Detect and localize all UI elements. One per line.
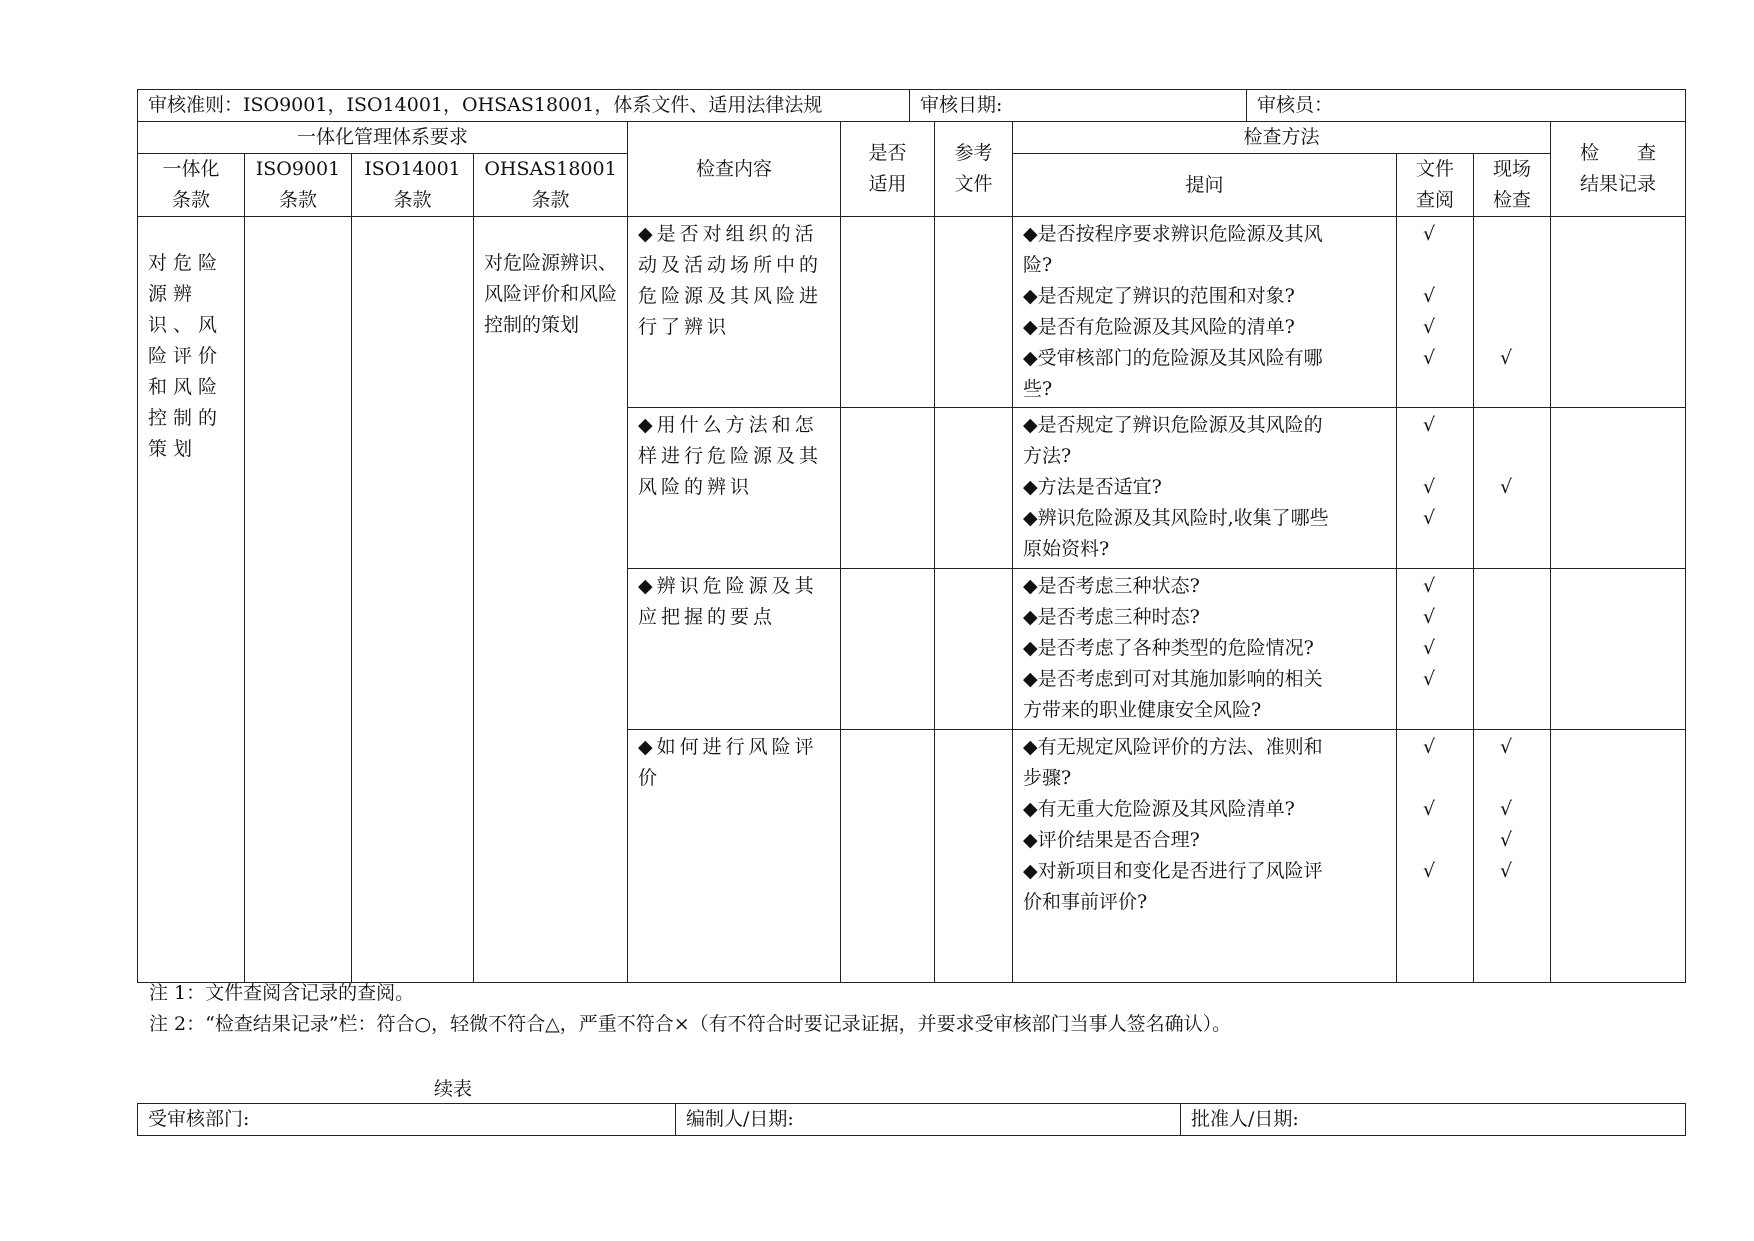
- check-mark: [1474, 410, 1550, 441]
- check-content-cell: ◆辨识危险源及其应把握的要点: [628, 569, 841, 730]
- check-mark: √: [1499, 736, 1513, 758]
- reference-cell[interactable]: [935, 730, 1013, 983]
- result-record-cell[interactable]: [1551, 217, 1686, 408]
- check-mark: √: [1422, 316, 1436, 338]
- check-mark: [1397, 825, 1473, 856]
- check-content-header: 检查内容: [628, 122, 841, 217]
- doc-review-cell[interactable]: [1397, 408, 1474, 569]
- notes: [149, 978, 1231, 1040]
- integrated-clause-header: [138, 154, 245, 217]
- question-line: ◆评价结果是否合理?: [1023, 829, 1200, 851]
- question-cell: [1013, 217, 1397, 408]
- iso9001-clause-header: [245, 154, 352, 217]
- iso14001-clause-line2: 条款: [393, 189, 432, 211]
- question-line: ◆是否考虑三种状态?: [1023, 575, 1200, 597]
- note-1: 注 1：文件查阅含记录的查阅。: [149, 982, 415, 1004]
- doc-review-cell[interactable]: [1397, 730, 1474, 983]
- site-check-header: [1474, 154, 1551, 217]
- check-mark: √: [1499, 829, 1513, 851]
- question-line: ◆是否有危险源及其风险的清单?: [1023, 316, 1295, 338]
- ohsas-clause-line2: 条款: [531, 189, 570, 211]
- check-mark: [1474, 281, 1550, 312]
- result-record-header-line1: 检 查: [1580, 142, 1657, 164]
- applicable-cell[interactable]: [841, 569, 935, 730]
- check-content-cell: ◆是否对组织的活动及活动场所中的危险源及其风险进行了辨识: [628, 217, 841, 408]
- iso14001-clause-header: [352, 154, 474, 217]
- doc-review-header: [1397, 154, 1474, 217]
- site-check-cell[interactable]: [1474, 217, 1551, 408]
- integrated-clause-line1: 一体化: [162, 158, 220, 180]
- iso14001-clause-cell[interactable]: [352, 217, 474, 983]
- question-line: ◆是否规定了辨识危险源及其风险的: [1023, 414, 1323, 436]
- check-mark: √: [1422, 668, 1436, 690]
- check-method-header: 检查方法: [1013, 122, 1551, 154]
- approved-by-field[interactable]: 批准人/日期:: [1181, 1104, 1686, 1136]
- check-mark: [1474, 503, 1550, 534]
- audit-criteria: 审核准则：ISO9001，ISO14001，OHSAS18001，体系文件、适用法律法规: [138, 90, 910, 122]
- integrated-clause-line2: 条款: [171, 189, 210, 211]
- audit-checklist: [137, 89, 1685, 983]
- doc-review-cell[interactable]: [1397, 217, 1474, 408]
- question-header: 提问: [1013, 154, 1397, 217]
- iso9001-clause-cell[interactable]: [245, 217, 352, 983]
- question-line: ◆方法是否适宜?: [1023, 476, 1162, 498]
- iso9001-clause-line2: 条款: [278, 189, 317, 211]
- check-mark: √: [1422, 606, 1436, 628]
- question-line: ◆有无规定风险评价的方法、准则和: [1023, 736, 1323, 758]
- check-mark: √: [1422, 637, 1436, 659]
- check-mark: √: [1499, 860, 1513, 882]
- check-mark: √: [1422, 860, 1436, 882]
- reference-cell[interactable]: [935, 217, 1013, 408]
- doc-review-cell[interactable]: [1397, 569, 1474, 730]
- applicable-cell[interactable]: [841, 408, 935, 569]
- check-content-cell: ◆如何进行风险评价: [628, 730, 841, 983]
- question-line: 步骤?: [1023, 767, 1072, 789]
- reference-cell[interactable]: [935, 408, 1013, 569]
- result-record-header-line2: 结果记录: [1580, 173, 1657, 195]
- question-cell: [1013, 569, 1397, 730]
- question-line: 价和事前评价?: [1023, 891, 1148, 913]
- check-mark: √: [1499, 476, 1513, 498]
- question-line: 些?: [1023, 378, 1053, 400]
- check-mark: [1474, 633, 1550, 664]
- question-line: ◆辨识危险源及其风险时,收集了哪些: [1023, 507, 1329, 529]
- result-record-cell[interactable]: [1551, 730, 1686, 983]
- check-mark: √: [1499, 798, 1513, 820]
- ohsas-clause-line1: OHSAS18001: [484, 158, 617, 180]
- continued-label: 续表: [434, 1078, 473, 1100]
- result-record-cell[interactable]: [1551, 408, 1686, 569]
- checklist-table: [137, 122, 1686, 983]
- question-line: ◆是否考虑三种时态?: [1023, 606, 1200, 628]
- check-mark: √: [1422, 223, 1436, 245]
- check-mark: √: [1422, 575, 1436, 597]
- reference-header-line2: 文件: [954, 173, 993, 195]
- applicable-header-line1: 是否: [868, 142, 907, 164]
- table-row: [138, 217, 1686, 408]
- iso9001-clause-line1: ISO9001: [255, 158, 341, 180]
- ohsas-clause-header: [474, 154, 628, 217]
- iso14001-clause-line1: ISO14001: [364, 158, 461, 180]
- site-check-cell[interactable]: [1474, 408, 1551, 569]
- integrated-clause-cell: 对危险源辨识、风险评价和风险控制的策划: [138, 217, 245, 983]
- question-cell: [1013, 408, 1397, 569]
- doc-review-line1: 文件: [1416, 158, 1455, 180]
- question-line: ◆是否规定了辨识的范围和对象?: [1023, 285, 1295, 307]
- audited-dept-field[interactable]: 受审核部门:: [138, 1104, 676, 1136]
- question-line: ◆是否考虑了各种类型的危险情况?: [1023, 637, 1314, 659]
- question-line: ◆受审核部门的危险源及其风险有哪: [1023, 347, 1323, 369]
- check-mark: [1474, 571, 1550, 602]
- question-line: 方带来的职业健康安全风险?: [1023, 699, 1262, 721]
- auditor-field[interactable]: 审核员：: [1247, 90, 1686, 122]
- site-check-cell[interactable]: [1474, 569, 1551, 730]
- check-mark: √: [1422, 347, 1436, 369]
- check-mark: √: [1422, 414, 1436, 436]
- check-mark: [1474, 312, 1550, 343]
- result-record-header: [1551, 122, 1686, 217]
- check-mark: [1474, 219, 1550, 250]
- reference-header-line1: 参考: [954, 142, 993, 164]
- question-line: 原始资料?: [1023, 538, 1110, 560]
- applicable-cell[interactable]: [841, 730, 935, 983]
- question-line: ◆对新项目和变化是否进行了风险评: [1023, 860, 1323, 882]
- integrated-requirements-header: 一体化管理体系要求: [138, 122, 628, 154]
- result-record-cell[interactable]: [1551, 569, 1686, 730]
- applicable-header: [841, 122, 935, 217]
- check-mark: √: [1499, 347, 1513, 369]
- question-line: 险?: [1023, 254, 1053, 276]
- check-mark: √: [1422, 476, 1436, 498]
- check-mark: √: [1422, 798, 1436, 820]
- site-check-line1: 现场: [1493, 158, 1532, 180]
- question-cell: [1013, 730, 1397, 983]
- check-mark: [1474, 602, 1550, 633]
- reference-cell[interactable]: [935, 569, 1013, 730]
- ohsas-clause-cell: 对危险源辨识、风险评价和风险控制的策划: [474, 217, 628, 983]
- question-line: ◆是否按程序要求辨识危险源及其风: [1023, 223, 1323, 245]
- site-check-line2: 检查: [1493, 189, 1532, 211]
- note-2: 注 2：“检查结果记录”栏：符合○，轻微不符合△，严重不符合×（有不符合时要记录证据，并要求受审核部门当事人签名确认）。: [149, 1013, 1232, 1035]
- check-mark: √: [1422, 507, 1436, 529]
- prepared-by-field[interactable]: 编制人/日期:: [676, 1104, 1181, 1136]
- check-content-cell: ◆用什么方法和怎样进行危险源及其风险的辨识: [628, 408, 841, 569]
- doc-review-line2: 查阅: [1416, 189, 1455, 211]
- applicable-cell[interactable]: [841, 217, 935, 408]
- site-check-cell[interactable]: [1474, 730, 1551, 983]
- check-mark: √: [1422, 736, 1436, 758]
- check-mark: [1474, 664, 1550, 695]
- check-mark: √: [1422, 285, 1436, 307]
- audit-date-field[interactable]: 审核日期:: [910, 90, 1247, 122]
- question-line: 方法?: [1023, 445, 1072, 467]
- header-table: [137, 89, 1686, 122]
- footer-table: [137, 1103, 1686, 1136]
- applicable-header-line2: 适用: [868, 173, 907, 195]
- reference-header: [935, 122, 1013, 217]
- question-line: ◆是否考虑到可对其施加影响的相关: [1023, 668, 1323, 690]
- question-line: ◆有无重大危险源及其风险清单?: [1023, 798, 1295, 820]
